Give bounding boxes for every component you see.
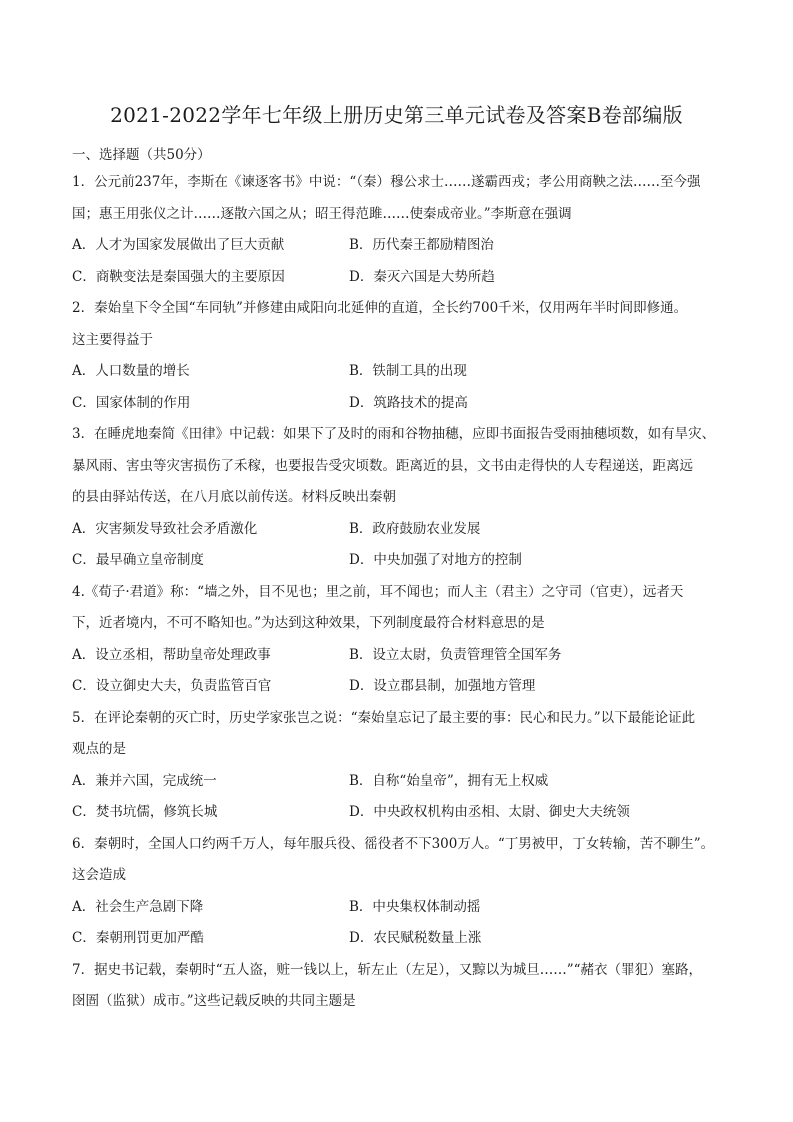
question-5: [72, 708, 732, 834]
option-a: A．人才为国家发展做出了巨大贡献: [72, 237, 285, 253]
option-a: A．设立丞相，帮助皇帝处理政事: [72, 646, 271, 663]
option-c: C．最早确立皇帝制度: [72, 552, 204, 568]
option-d: D．中央政权机构由丞相、太尉、御史大夫统领: [349, 804, 630, 820]
option-c: C．设立御史大夫，负责监管百官: [72, 678, 272, 694]
question-stem-line: 囹圄（监狱）成市。”这些记载反映的共同主题是: [72, 993, 356, 1009]
options-row: [72, 361, 732, 393]
option-d: D．农民赋税数量上涨: [349, 930, 482, 946]
exam-title: 2021-2022学年七年级上册历史第三单元试卷及答案B卷部编版: [110, 103, 683, 127]
options-row: [72, 802, 732, 834]
options-row: [72, 645, 732, 677]
option-d: D．秦灭六国是大势所趋: [349, 268, 495, 285]
options-row: [72, 897, 732, 929]
question-stem-line: 观点的是: [72, 741, 126, 757]
options-row: [72, 267, 732, 299]
section-header-multiple-choice: 一、选择题（共50分）: [72, 147, 211, 163]
options-row: [72, 235, 732, 267]
option-a: A．兼并六国，完成统一: [72, 772, 217, 789]
question-6: [72, 834, 732, 960]
option-a: A．社会生产急剧下降: [72, 898, 204, 915]
option-b: B．铁制工具的出现: [349, 363, 467, 379]
question-1: [72, 172, 732, 298]
option-b: B．政府鼓励农业发展: [349, 520, 481, 537]
question-stem-line: 3．在睡虎地秦简《田律》中记载：如果下了及时的雨和谷物抽穗，应即书面报告受雨抽穗顷数，如有旱灾、: [72, 426, 716, 442]
question-stem-line: 4.《荀子·君道》称：“墙之外，目不见也；里之前，耳不闻也；而人主（君主）之守司（官吏），远者天: [72, 583, 684, 600]
option-a: A．人口数量的增长: [72, 363, 190, 379]
options-row: [72, 550, 732, 582]
question-stem-line: 这主要得益于: [72, 331, 153, 348]
option-d: D．设立郡县制，加强地方管理: [349, 678, 536, 694]
option-d: D．中央加强了对地方的控制: [349, 552, 522, 568]
option-c: C．焚书坑儒，修筑长城: [72, 804, 218, 820]
question-stem-line: 这会造成: [72, 867, 126, 883]
questions-list: [72, 172, 732, 1023]
question-2: [72, 298, 732, 424]
options-row: [72, 393, 732, 425]
option-c: C．商鞅变法是秦国强大的主要原因: [72, 268, 285, 285]
option-c: C．国家体制的作用: [72, 394, 191, 411]
option-b: B．中央集权体制动摇: [349, 898, 481, 915]
question-stem-line: 下，近者境内，不可不略知也。”为达到这种效果，下列制度最符合材料意思的是: [72, 615, 545, 631]
question-3: [72, 424, 732, 582]
option-c: C．秦朝刑罚更加严酷: [72, 930, 204, 946]
option-a: A．灾害频发导致社会矛盾激化: [72, 520, 258, 537]
options-row: [72, 928, 732, 960]
options-row: [72, 519, 732, 551]
option-b: B．自称“始皇帝”，拥有无上权威: [349, 772, 549, 789]
question-stem-line: 1．公元前237年，李斯在《谏逐客书》中说：“（秦）穆公求士……遂霸西戎；孝公用商鞅之法……至今强: [72, 174, 701, 190]
option-d: D．筑路技术的提高: [349, 394, 468, 411]
question-stem-line: 5．在评论秦朝的灭亡时，历史学家张岂之说：“秦始皇忘记了最主要的事：民心和民力。”以下最能论证此: [72, 709, 696, 726]
question-7: [72, 960, 732, 1023]
question-stem-line: 6．秦朝时，全国人口约两千万人，每年服兵役、徭役者不下300万人。“丁男被甲，丁女转输，苦不聊生”。: [72, 835, 715, 852]
option-b: B．历代秦王都励精图治: [349, 237, 494, 253]
question-stem-line: 暴风雨、害虫等灾害损伤了禾稼，也要报告受灾顷数。距离近的县，文书由走得快的人专程递送，距离远: [72, 457, 693, 474]
question-stem-line: 的县由驿站传送，在八月底以前传送。材料反映出秦朝: [72, 489, 396, 505]
question-stem-line: 2．秦始皇下令全国“车同轨”并修建由咸阳向北延伸的直道，全长约700千米，仅用两年半时间即修通。: [72, 300, 688, 316]
question-4: [72, 582, 732, 708]
question-stem-line: 国；惠王用张仪之计……逐散六国之从；昭王得范雎……使秦成帝业。”李斯意在强调: [72, 205, 572, 222]
options-row: [72, 771, 732, 803]
options-row: [72, 676, 732, 708]
option-b: B．设立太尉，负责管理管全国军务: [349, 646, 562, 663]
question-stem-line: 7．据史书记载，秦朝时“五人盗，赃一钱以上，斩左止（左足），又黥以为城旦……”“赭衣（罪犯）塞路，: [72, 961, 703, 978]
